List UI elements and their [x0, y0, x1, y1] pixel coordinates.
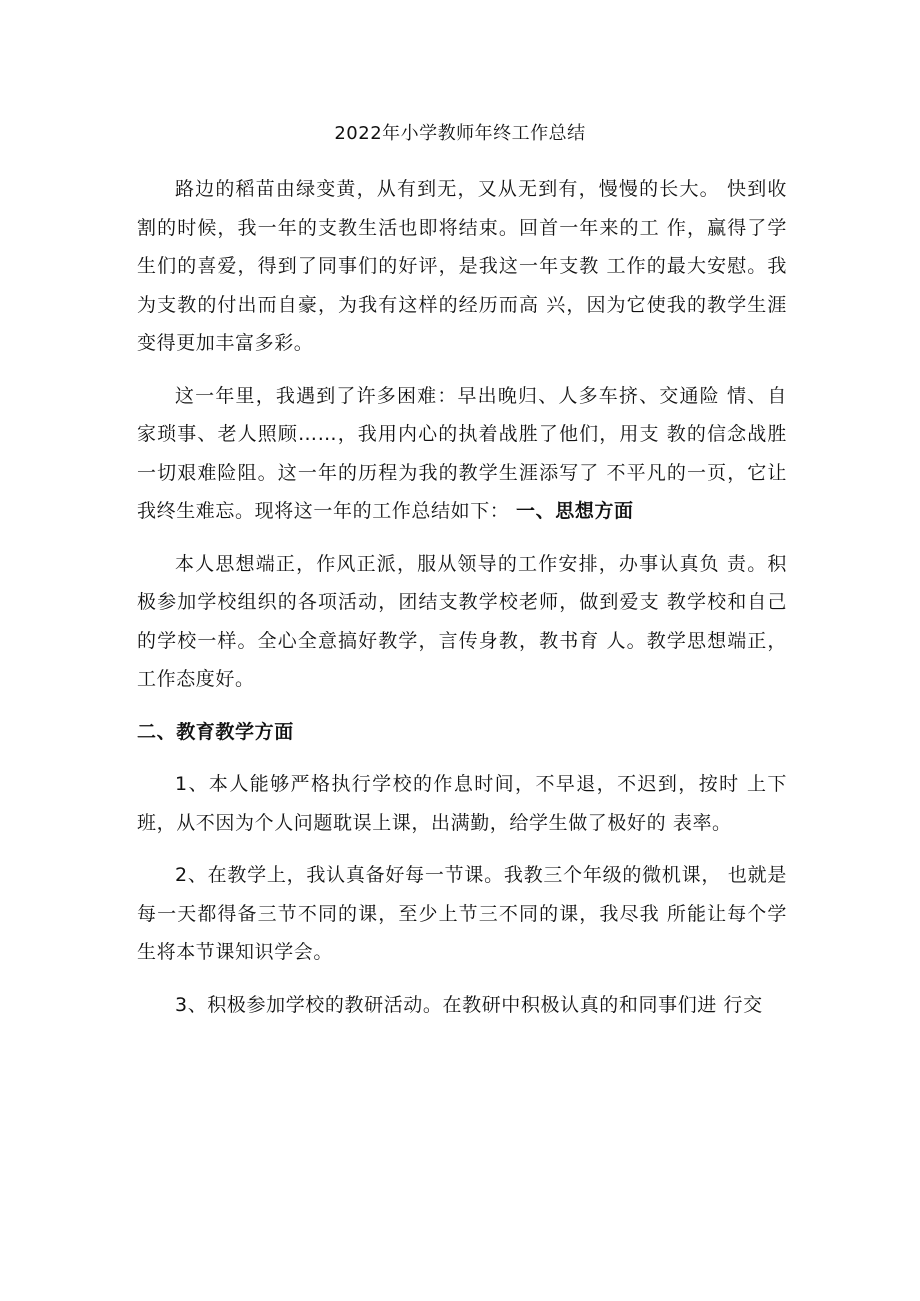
section-heading-teaching: 二、教育教学方面 — [137, 720, 294, 743]
paragraph-6: 3、积极参加学校的教研活动。在教研中积极认真的和同事们进 行交 — [175, 993, 763, 1016]
document-body — [137, 170, 787, 1038]
paragraph-2 — [137, 377, 787, 531]
paragraph-2-text: 这一年里，我遇到了许多困难：早出晚归、人多车挤、交通险 情、自家琐事、老人照顾……，我用内心的执着战胜了他们，用支 教的信念战胜一切艰难险阻。这一年的历程为我的教学生涯添写了 不平凡的一页，它让我终生难忘。现将这一年的工作总结如下： — [137, 384, 787, 522]
paragraph-5: 2、在教学上，我认真备好每一节课。我教三个年级的微机课， 也就是每一天都得备三节不同的课，至少上节三不同的课，我尽我 所能让每个学生将本节课知识学会。 — [137, 864, 787, 963]
paragraph-1: 路边的稻苗由绿变黄，从有到无，又从无到有，慢慢的长大。 快到收割的时候，我一年的支教生活也即将结束。回首一年来的工 作，赢得了学生们的喜爱，得到了同事们的好评，是我这一年支教 工作的最大安慰。我为支教的付出而自豪，为我有这样的经历而高 兴，因为它使我的教学生涯变得更加丰富多彩。 — [137, 178, 787, 354]
section-heading-thought: 一、思想方面 — [516, 500, 634, 522]
paragraph-4: 1、本人能够严格执行学校的作息时间，不早退，不迟到，按时 上下班，从不因为个人问题耽误上课，出满勤，给学生做了极好的 表率。 — [137, 773, 787, 834]
paragraph-3: 本人思想端正，作风正派，服从领导的工作安排，办事认真负 责。积极参加学校组织的各项活动，团结支教学校老师，做到爱支 教学校和自己的学校一样。全心全意搞好教学，言传身教，教书育 人。教学思想端正，工作态度好。 — [137, 552, 787, 690]
document-title: 2022年小学教师年终工作总结 — [334, 123, 586, 144]
